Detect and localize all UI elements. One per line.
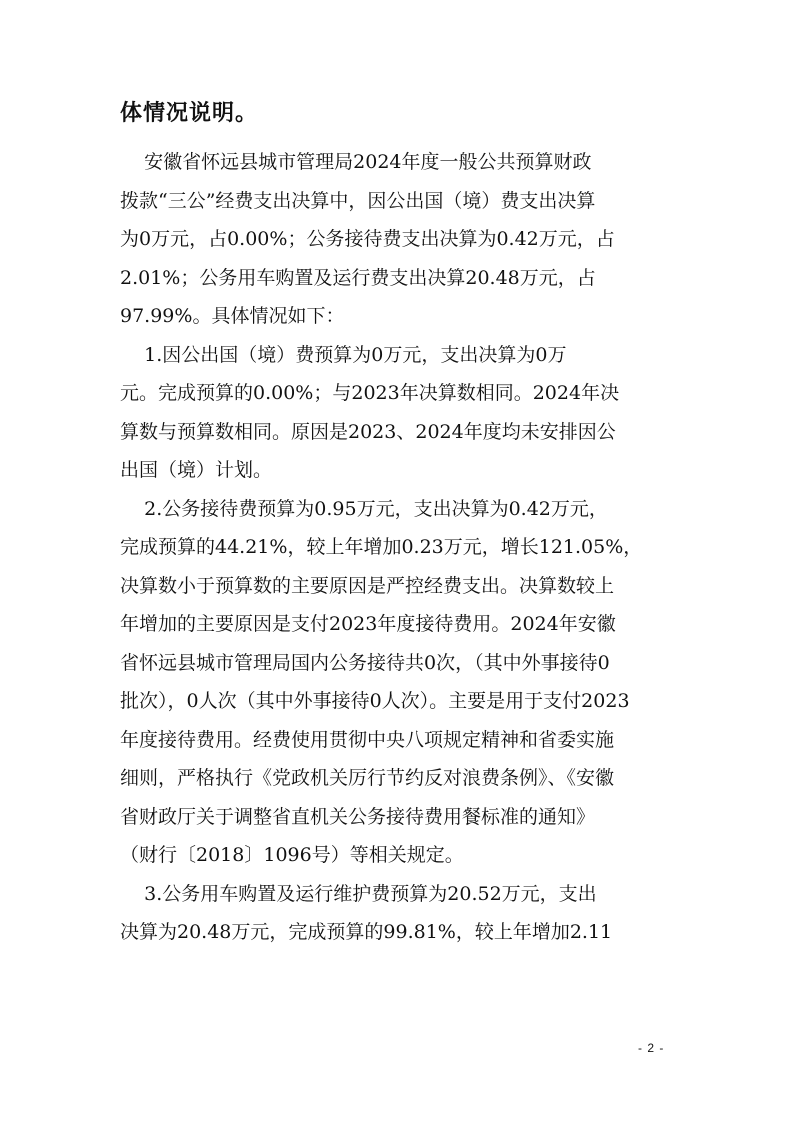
text-line: 出国（境）计划。	[120, 459, 273, 481]
text-line: 安徽省怀远县城市管理局2024年度一般公共预算财政	[120, 151, 592, 173]
text-line: 元。完成预算的0.00%；与2023年决算数相同。2024年决	[120, 382, 620, 404]
text-line: 1.因公出国（境）费预算为0万元，支出决算为0万	[120, 343, 567, 366]
text-line: 省怀远县城市管理局国内公务接待共0次，（其中外事接待0	[120, 651, 610, 674]
text-line: 决算为20.48万元，完成预算的99.81%，较上年增加2.11	[120, 921, 613, 943]
text-line: 年增加的主要原因是支付2023年度接待费用。2024年安徽	[120, 613, 616, 635]
text-line: 算数与预算数相同。原因是2023、2024年度均未安排因公	[120, 420, 616, 443]
paragraph-summary	[120, 143, 680, 336]
text-line: 3.公务用车购置及运行维护费预算为20.52万元，支出	[120, 882, 597, 905]
text-line: 2.公务接待费预算为0.95万元，支出决算为0.42万元，	[120, 497, 608, 520]
text-line: （财行〔2018〕1096号）等相关规定。	[120, 844, 464, 866]
text-line: 完成预算的44.21%，较上年增加0.23万元，增长121.05%，	[120, 536, 643, 558]
section-heading: 体情况说明。	[120, 101, 259, 126]
paragraph-official-vehicles	[120, 875, 680, 952]
text-line: 细则，严格执行《党政机关厉行节约反对浪费条例》、《安徽	[120, 767, 615, 789]
text-line: 决算数小于预算数的主要原因是严控经费支出。决算数较上	[120, 574, 615, 597]
text-line: 为0万元，占0.00%；公务接待费支出决算为0.42万元，占	[120, 228, 615, 250]
text-line: 批次），0人次（其中外事接待0人次）。主要是用于支付2023	[120, 690, 630, 712]
text-line: 97.99%。具体情况如下：	[120, 305, 345, 327]
text-line: 年度接待费用。经费使用贯彻中央八项规定精神和省委实施	[120, 728, 615, 751]
paragraph-overseas-travel	[120, 336, 680, 490]
body-text	[120, 143, 680, 952]
paragraph-official-reception	[120, 490, 680, 875]
text-line: 2.01%；公务用车购置及运行费支出决算20.48万元，占	[120, 266, 596, 289]
text-line: 省财政厅关于调整省直机关公务接待费用餐标准的通知》	[120, 805, 596, 828]
page-number: - 2 -	[638, 1041, 665, 1055]
text-line: 拨款“三公”经费支出决算中，因公出国（境）费支出决算	[120, 189, 596, 212]
